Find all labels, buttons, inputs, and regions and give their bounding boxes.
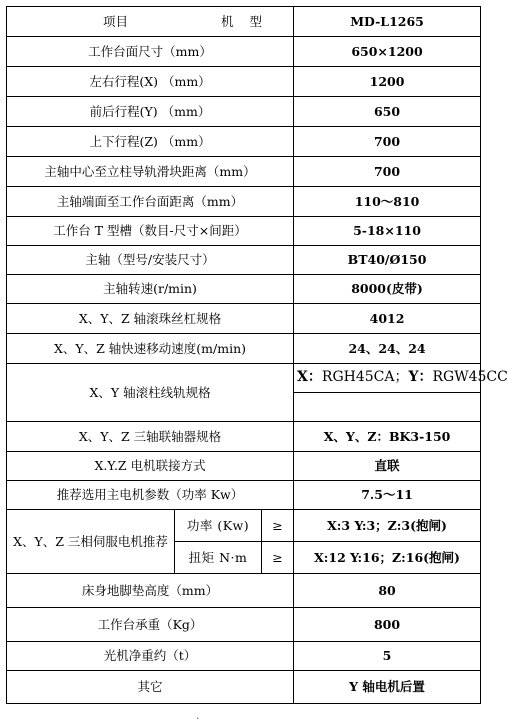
row-value: 700 [294, 157, 481, 187]
table-row [7, 246, 481, 275]
row-label: 工作台面尺寸（mm） [7, 37, 294, 67]
servo-torque-value: X:12 Y:16；Z:16(抱闸) [294, 542, 481, 574]
linear-guide-y-key: Y： [408, 369, 433, 386]
table-row [7, 217, 481, 246]
table-row [7, 510, 481, 542]
row-value: 4012 [294, 304, 481, 334]
row-value: 800 [294, 608, 481, 642]
row-value: 650 [294, 97, 481, 127]
row-value: Y 轴电机后置 [294, 671, 481, 704]
row-label: X、Y、Z 轴快速移动速度(m/min) [7, 334, 294, 364]
row-label: 主轴端面至工作台面距离（mm） [7, 187, 294, 217]
table-row [7, 452, 481, 481]
linear-guide-y-value: RGW45CC [432, 369, 508, 386]
row-value: 5 [294, 642, 481, 671]
table-row [7, 187, 481, 217]
row-label: X、Y 轴滚柱线轨规格 [7, 364, 294, 422]
table-row [7, 574, 481, 608]
header-item-cell [7, 7, 294, 37]
header-item-label: 项目 [103, 13, 129, 29]
servo-torque-label: 扭矩 N·m [175, 542, 262, 574]
row-value: 110～810 [294, 187, 481, 217]
row-value: 直联 [294, 452, 481, 481]
row-label: X.Y.Z 电机联接方式 [7, 452, 294, 481]
linear-guide-x-value: RGH45CA； [321, 369, 409, 386]
page-footer-fragment: · [196, 712, 200, 725]
table-row [7, 37, 481, 67]
row-value: 7.5～11 [294, 481, 481, 510]
row-label: 其它 [7, 671, 294, 704]
spec-table [6, 6, 508, 704]
row-value: 8000(皮带) [294, 275, 481, 304]
header-model-label: 机 型 [221, 13, 269, 29]
row-value: 1200 [294, 67, 481, 97]
row-label: 光机净重约（t） [7, 642, 294, 671]
row-label: 左右行程(X) （mm） [7, 67, 294, 97]
table-row [7, 364, 481, 393]
row-label: 上下行程(Z) （mm） [7, 127, 294, 157]
row-label: 工作台承重（Kg） [7, 608, 294, 642]
row-value: 650×1200 [294, 37, 481, 67]
table-header-row [7, 7, 481, 37]
servo-power-symbol: ≥ [262, 510, 294, 542]
table-row [7, 334, 481, 364]
row-label: 主轴转速(r/min) [7, 275, 294, 304]
row-value-linear-guide [294, 364, 508, 393]
header-model-value: MD-L1265 [294, 7, 481, 37]
row-label: 主轴中心至立柱导轨滑块距离（mm） [7, 157, 294, 187]
table-row [7, 642, 481, 671]
table-row [7, 671, 481, 704]
row-label: 前后行程(Y) （mm） [7, 97, 294, 127]
row-value: BT40/Ø150 [294, 246, 481, 275]
row-value-empty [294, 393, 481, 422]
row-label: 推荐选用主电机参数（功率 Kw） [7, 481, 294, 510]
row-label: 主轴（型号/安装尺寸） [7, 246, 294, 275]
servo-power-label: 功率 (Kw) [175, 510, 262, 542]
row-label: 床身地脚垫高度（mm） [7, 574, 294, 608]
linear-guide-x-key: X： [297, 369, 322, 386]
row-value: X、Y、Z：BK3-150 [294, 422, 481, 452]
row-label: X、Y、Z 三轴联轴器规格 [7, 422, 294, 452]
row-value: 24、24、24 [294, 334, 481, 364]
table-row [7, 157, 481, 187]
table-row [7, 481, 481, 510]
table-row [7, 275, 481, 304]
row-value: 80 [294, 574, 481, 608]
row-value: 700 [294, 127, 481, 157]
servo-label: X、Y、Z 三相伺服电机推荐 [7, 510, 175, 574]
servo-torque-symbol: ≥ [262, 542, 294, 574]
row-label: 工作台 T 型槽（数目-尺寸×间距） [7, 217, 294, 246]
row-value: 5-18×110 [294, 217, 481, 246]
servo-power-value: X:3 Y:3；Z:3(抱闸) [294, 510, 481, 542]
row-label: X、Y、Z 轴滚珠丝杠规格 [7, 304, 294, 334]
table-row [7, 304, 481, 334]
table-row [7, 127, 481, 157]
table-row [7, 608, 481, 642]
table-row [7, 97, 481, 127]
table-row [7, 67, 481, 97]
table-row [7, 422, 481, 452]
